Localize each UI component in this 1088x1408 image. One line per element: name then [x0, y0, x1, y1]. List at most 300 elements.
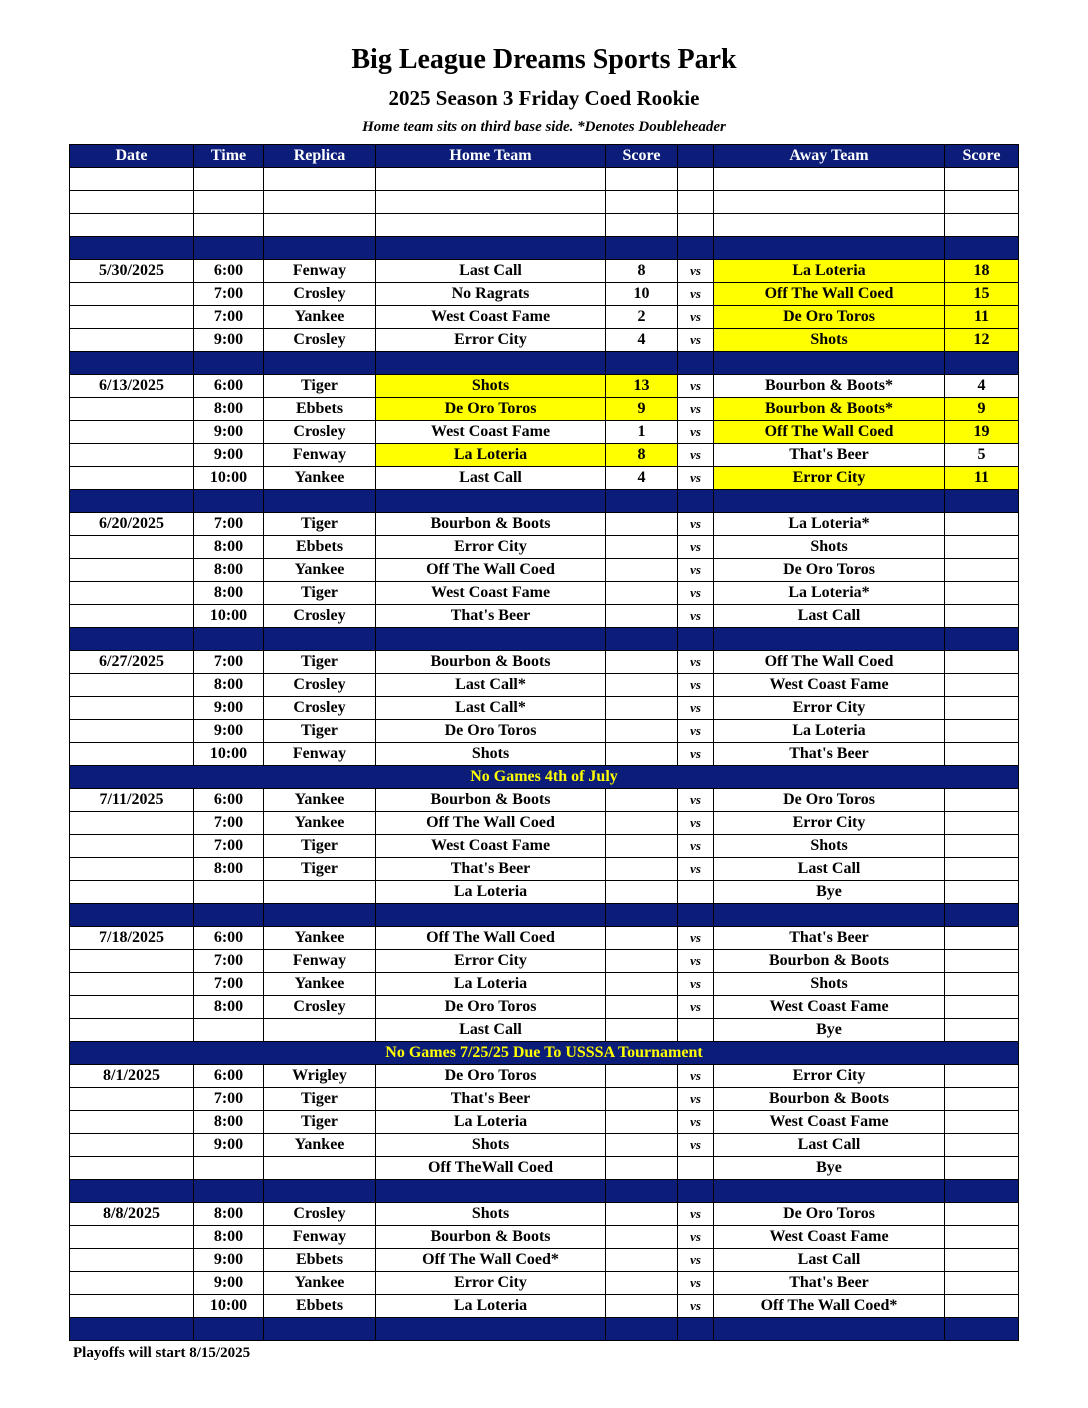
vs-cell: vs: [678, 835, 714, 858]
away-score-cell: [945, 950, 1019, 973]
away-score-cell: [945, 881, 1019, 904]
date-cell: [70, 1272, 194, 1295]
time-cell: 8:00: [194, 858, 264, 881]
home-team-cell: De Oro Toros: [376, 996, 606, 1019]
date-cell: [70, 973, 194, 996]
time-cell: 7:00: [194, 973, 264, 996]
game-row: [70, 927, 1019, 950]
home-team-cell: Error City: [376, 1272, 606, 1295]
empty-cell: [194, 168, 264, 191]
away-team-cell: De Oro Toros: [714, 306, 945, 329]
time-cell: 6:00: [194, 260, 264, 283]
vs-cell: [678, 881, 714, 904]
away-score-cell: [945, 1203, 1019, 1226]
date-cell: [70, 283, 194, 306]
date-cell: [70, 1134, 194, 1157]
game-row: [70, 283, 1019, 306]
replica-cell: Fenway: [264, 743, 376, 766]
vs-cell: vs: [678, 1249, 714, 1272]
date-cell: [70, 467, 194, 490]
away-team-cell: De Oro Toros: [714, 1203, 945, 1226]
replica-cell: Yankee: [264, 927, 376, 950]
header-row: [70, 145, 1019, 168]
home-score-cell: [606, 651, 678, 674]
away-score-cell: [945, 720, 1019, 743]
home-team-cell: La Loteria: [376, 444, 606, 467]
away-score-cell: 18: [945, 260, 1019, 283]
empty-cell: [194, 214, 264, 237]
empty-cell: [376, 191, 606, 214]
empty-cell: [376, 214, 606, 237]
home-team-cell: De Oro Toros: [376, 720, 606, 743]
away-score-cell: [945, 1272, 1019, 1295]
time-cell: 7:00: [194, 1088, 264, 1111]
separator-cell: [376, 490, 606, 513]
date-cell: [70, 996, 194, 1019]
col-header-vs: [678, 145, 714, 168]
date-cell: [70, 1088, 194, 1111]
vs-cell: vs: [678, 720, 714, 743]
vs-cell: vs: [678, 513, 714, 536]
home-score-cell: 8: [606, 260, 678, 283]
empty-cell: [714, 191, 945, 214]
date-cell: [70, 881, 194, 904]
separator-row: [70, 237, 1019, 260]
separator-cell: [194, 904, 264, 927]
vs-cell: vs: [678, 467, 714, 490]
home-team-cell: Last Call: [376, 260, 606, 283]
replica-cell: Crosley: [264, 996, 376, 1019]
time-cell: 8:00: [194, 559, 264, 582]
game-row: [70, 375, 1019, 398]
game-row: [70, 835, 1019, 858]
home-score-cell: [606, 1226, 678, 1249]
home-team-cell: La Loteria: [376, 973, 606, 996]
home-team-cell: That's Beer: [376, 858, 606, 881]
replica-cell: Fenway: [264, 260, 376, 283]
time-cell: 7:00: [194, 306, 264, 329]
vs-cell: vs: [678, 996, 714, 1019]
vs-cell: vs: [678, 375, 714, 398]
home-score-cell: [606, 1065, 678, 1088]
home-score-cell: [606, 1295, 678, 1318]
away-team-cell: West Coast Fame: [714, 674, 945, 697]
home-team-cell: West Coast Fame: [376, 421, 606, 444]
replica-cell: Wrigley: [264, 1065, 376, 1088]
replica-cell: [264, 1157, 376, 1180]
separator-cell: [70, 490, 194, 513]
replica-cell: Tiger: [264, 1088, 376, 1111]
home-team-cell: Last Call*: [376, 697, 606, 720]
time-cell: 7:00: [194, 950, 264, 973]
separator-cell: [945, 904, 1019, 927]
away-team-cell: Bye: [714, 1157, 945, 1180]
separator-cell: [945, 1318, 1019, 1341]
separator-cell: [70, 1180, 194, 1203]
away-team-cell: Shots: [714, 973, 945, 996]
away-team-cell: West Coast Fame: [714, 996, 945, 1019]
away-score-cell: [945, 1295, 1019, 1318]
page-subtitle: 2025 Season 3 Friday Coed Rookie: [388, 86, 700, 110]
home-team-cell: Off TheWall Coed: [376, 1157, 606, 1180]
away-score-cell: [945, 513, 1019, 536]
date-cell: [70, 1249, 194, 1272]
replica-cell: Crosley: [264, 283, 376, 306]
separator-cell: [714, 1318, 945, 1341]
time-cell: 9:00: [194, 1134, 264, 1157]
home-team-cell: Bourbon & Boots: [376, 513, 606, 536]
game-row: [70, 1019, 1019, 1042]
game-row: [70, 651, 1019, 674]
away-team-cell: Last Call: [714, 1249, 945, 1272]
away-team-cell: De Oro Toros: [714, 559, 945, 582]
home-team-cell: Last Call*: [376, 674, 606, 697]
home-team-cell: La Loteria: [376, 881, 606, 904]
separator-cell: [264, 904, 376, 927]
time-cell: 9:00: [194, 1272, 264, 1295]
game-row: [70, 1226, 1019, 1249]
time-cell: [194, 1019, 264, 1042]
empty-cell: [606, 214, 678, 237]
date-cell: [70, 858, 194, 881]
vs-cell: vs: [678, 283, 714, 306]
time-cell: [194, 1157, 264, 1180]
separator-cell: [376, 1318, 606, 1341]
separator-row: [70, 490, 1019, 513]
game-row: [70, 536, 1019, 559]
away-score-cell: [945, 812, 1019, 835]
home-score-cell: [606, 1157, 678, 1180]
col-header-away-team: Away Team: [714, 145, 945, 168]
date-cell: [70, 421, 194, 444]
game-row: [70, 260, 1019, 283]
time-cell: 8:00: [194, 582, 264, 605]
home-team-cell: Error City: [376, 950, 606, 973]
replica-cell: Ebbets: [264, 398, 376, 421]
date-cell: [70, 329, 194, 352]
game-row: [70, 559, 1019, 582]
time-cell: 8:00: [194, 1226, 264, 1249]
time-cell: 10:00: [194, 605, 264, 628]
vs-cell: vs: [678, 812, 714, 835]
time-cell: 7:00: [194, 513, 264, 536]
separator-cell: [376, 904, 606, 927]
date-cell: [70, 720, 194, 743]
away-team-cell: Error City: [714, 812, 945, 835]
away-score-cell: 9: [945, 398, 1019, 421]
game-row: [70, 444, 1019, 467]
time-cell: 9:00: [194, 421, 264, 444]
game-row: [70, 1088, 1019, 1111]
home-team-cell: Shots: [376, 375, 606, 398]
vs-cell: vs: [678, 444, 714, 467]
replica-cell: Yankee: [264, 1272, 376, 1295]
date-cell: [70, 605, 194, 628]
game-row: [70, 398, 1019, 421]
away-score-cell: [945, 1226, 1019, 1249]
separator-row: [70, 352, 1019, 375]
away-score-cell: 11: [945, 306, 1019, 329]
away-score-cell: 4: [945, 375, 1019, 398]
date-cell: [70, 536, 194, 559]
time-cell: 6:00: [194, 927, 264, 950]
home-team-cell: Off The Wall Coed: [376, 812, 606, 835]
separator-cell: [714, 352, 945, 375]
game-row: [70, 858, 1019, 881]
time-cell: 8:00: [194, 1111, 264, 1134]
away-team-cell: Error City: [714, 1065, 945, 1088]
home-team-cell: West Coast Fame: [376, 835, 606, 858]
empty-row: [70, 168, 1019, 191]
separator-cell: [714, 237, 945, 260]
separator-cell: [194, 352, 264, 375]
separator-cell: [678, 628, 714, 651]
away-team-cell: Error City: [714, 467, 945, 490]
time-cell: 6:00: [194, 1065, 264, 1088]
home-score-cell: [606, 582, 678, 605]
replica-cell: Yankee: [264, 559, 376, 582]
game-row: [70, 1272, 1019, 1295]
replica-cell: Crosley: [264, 329, 376, 352]
home-team-cell: West Coast Fame: [376, 306, 606, 329]
game-row: [70, 1065, 1019, 1088]
time-cell: 10:00: [194, 743, 264, 766]
away-team-cell: La Loteria: [714, 720, 945, 743]
away-score-cell: 12: [945, 329, 1019, 352]
separator-cell: [945, 352, 1019, 375]
replica-cell: Ebbets: [264, 1249, 376, 1272]
vs-cell: vs: [678, 1203, 714, 1226]
date-cell: 6/20/2025: [70, 513, 194, 536]
away-score-cell: [945, 674, 1019, 697]
time-cell: 9:00: [194, 1249, 264, 1272]
away-team-cell: That's Beer: [714, 444, 945, 467]
separator-cell: [70, 628, 194, 651]
empty-cell: [70, 214, 194, 237]
away-score-cell: 11: [945, 467, 1019, 490]
game-row: [70, 1295, 1019, 1318]
game-row: [70, 1203, 1019, 1226]
date-cell: [70, 559, 194, 582]
vs-cell: vs: [678, 1065, 714, 1088]
page-title: Big League Dreams Sports Park: [351, 44, 737, 75]
separator-cell: [194, 1318, 264, 1341]
home-score-cell: [606, 927, 678, 950]
replica-cell: Crosley: [264, 605, 376, 628]
empty-cell: [678, 191, 714, 214]
time-cell: 9:00: [194, 697, 264, 720]
separator-cell: [678, 237, 714, 260]
home-team-cell: Last Call: [376, 467, 606, 490]
away-score-cell: [945, 1019, 1019, 1042]
game-row: [70, 513, 1019, 536]
away-team-cell: West Coast Fame: [714, 1111, 945, 1134]
home-score-cell: [606, 835, 678, 858]
away-score-cell: [945, 1111, 1019, 1134]
date-cell: 6/13/2025: [70, 375, 194, 398]
col-header-replica: Replica: [264, 145, 376, 168]
away-team-cell: Off The Wall Coed: [714, 421, 945, 444]
away-score-cell: [945, 1065, 1019, 1088]
separator-cell: [714, 904, 945, 927]
separator-cell: [194, 1180, 264, 1203]
vs-cell: vs: [678, 858, 714, 881]
away-score-cell: [945, 835, 1019, 858]
separator-cell: [264, 490, 376, 513]
notice-row: [70, 766, 1019, 789]
replica-cell: [264, 1019, 376, 1042]
away-score-cell: [945, 743, 1019, 766]
time-cell: 7:00: [194, 812, 264, 835]
time-cell: 10:00: [194, 1295, 264, 1318]
separator-cell: [678, 1180, 714, 1203]
empty-cell: [678, 168, 714, 191]
vs-cell: [678, 1019, 714, 1042]
away-score-cell: [945, 927, 1019, 950]
replica-cell: Tiger: [264, 513, 376, 536]
home-score-cell: [606, 559, 678, 582]
separator-cell: [714, 490, 945, 513]
home-team-cell: Off The Wall Coed*: [376, 1249, 606, 1272]
home-score-cell: [606, 605, 678, 628]
away-score-cell: [945, 1088, 1019, 1111]
empty-cell: [606, 168, 678, 191]
home-team-cell: Bourbon & Boots: [376, 1226, 606, 1249]
away-score-cell: [945, 1134, 1019, 1157]
time-cell: 9:00: [194, 720, 264, 743]
away-team-cell: La Loteria: [714, 260, 945, 283]
date-cell: [70, 398, 194, 421]
empty-cell: [714, 214, 945, 237]
away-team-cell: West Coast Fame: [714, 1226, 945, 1249]
game-row: [70, 789, 1019, 812]
time-cell: 9:00: [194, 444, 264, 467]
vs-cell: vs: [678, 1088, 714, 1111]
away-team-cell: Error City: [714, 697, 945, 720]
replica-cell: Yankee: [264, 1134, 376, 1157]
away-score-cell: [945, 582, 1019, 605]
vs-cell: [678, 1157, 714, 1180]
separator-cell: [376, 237, 606, 260]
date-cell: [70, 1226, 194, 1249]
replica-cell: Crosley: [264, 1203, 376, 1226]
schedule-body: [70, 168, 1019, 1341]
vs-cell: vs: [678, 743, 714, 766]
col-header-home-score: Score: [606, 145, 678, 168]
away-team-cell: That's Beer: [714, 743, 945, 766]
date-cell: [70, 582, 194, 605]
replica-cell: Tiger: [264, 375, 376, 398]
game-row: [70, 881, 1019, 904]
away-team-cell: Shots: [714, 835, 945, 858]
separator-row: [70, 904, 1019, 927]
empty-cell: [70, 191, 194, 214]
replica-cell: Tiger: [264, 582, 376, 605]
home-team-cell: Bourbon & Boots: [376, 651, 606, 674]
home-team-cell: De Oro Toros: [376, 1065, 606, 1088]
game-row: [70, 605, 1019, 628]
time-cell: 6:00: [194, 789, 264, 812]
away-score-cell: [945, 789, 1019, 812]
separator-cell: [606, 904, 678, 927]
home-team-cell: Shots: [376, 1134, 606, 1157]
away-team-cell: Bye: [714, 1019, 945, 1042]
away-score-cell: 19: [945, 421, 1019, 444]
date-cell: 8/8/2025: [70, 1203, 194, 1226]
separator-cell: [606, 628, 678, 651]
vs-cell: vs: [678, 605, 714, 628]
col-header-date: Date: [70, 145, 194, 168]
schedule-table: [69, 144, 1019, 1341]
game-row: [70, 697, 1019, 720]
vs-cell: vs: [678, 559, 714, 582]
replica-cell: Tiger: [264, 720, 376, 743]
separator-cell: [376, 352, 606, 375]
time-cell: 7:00: [194, 651, 264, 674]
separator-cell: [264, 628, 376, 651]
separator-cell: [70, 352, 194, 375]
home-team-cell: That's Beer: [376, 605, 606, 628]
time-cell: [194, 881, 264, 904]
home-team-cell: Error City: [376, 329, 606, 352]
separator-cell: [264, 1318, 376, 1341]
home-score-cell: [606, 789, 678, 812]
date-cell: [70, 1295, 194, 1318]
home-score-cell: 8: [606, 444, 678, 467]
vs-cell: vs: [678, 789, 714, 812]
vs-cell: vs: [678, 398, 714, 421]
home-score-cell: 13: [606, 375, 678, 398]
away-team-cell: Bourbon & Boots*: [714, 375, 945, 398]
replica-cell: Yankee: [264, 467, 376, 490]
away-team-cell: Off The Wall Coed: [714, 283, 945, 306]
away-team-cell: Bye: [714, 881, 945, 904]
away-team-cell: That's Beer: [714, 927, 945, 950]
away-team-cell: Last Call: [714, 1134, 945, 1157]
empty-cell: [606, 191, 678, 214]
separator-cell: [70, 904, 194, 927]
replica-cell: Yankee: [264, 789, 376, 812]
date-cell: 5/30/2025: [70, 260, 194, 283]
home-score-cell: [606, 858, 678, 881]
vs-cell: vs: [678, 674, 714, 697]
empty-cell: [264, 191, 376, 214]
vs-cell: vs: [678, 1295, 714, 1318]
separator-cell: [376, 1180, 606, 1203]
home-score-cell: [606, 743, 678, 766]
separator-cell: [606, 352, 678, 375]
home-score-cell: [606, 720, 678, 743]
vs-cell: vs: [678, 329, 714, 352]
away-team-cell: Bourbon & Boots*: [714, 398, 945, 421]
col-header-time: Time: [194, 145, 264, 168]
date-cell: [70, 697, 194, 720]
separator-cell: [376, 628, 606, 651]
vs-cell: vs: [678, 536, 714, 559]
date-cell: 6/27/2025: [70, 651, 194, 674]
date-cell: [70, 444, 194, 467]
away-score-cell: [945, 858, 1019, 881]
away-score-cell: [945, 605, 1019, 628]
separator-cell: [264, 352, 376, 375]
separator-cell: [70, 237, 194, 260]
separator-cell: [606, 1318, 678, 1341]
game-row: [70, 306, 1019, 329]
separator-cell: [945, 490, 1019, 513]
empty-cell: [678, 214, 714, 237]
home-score-cell: [606, 697, 678, 720]
game-row: [70, 743, 1019, 766]
